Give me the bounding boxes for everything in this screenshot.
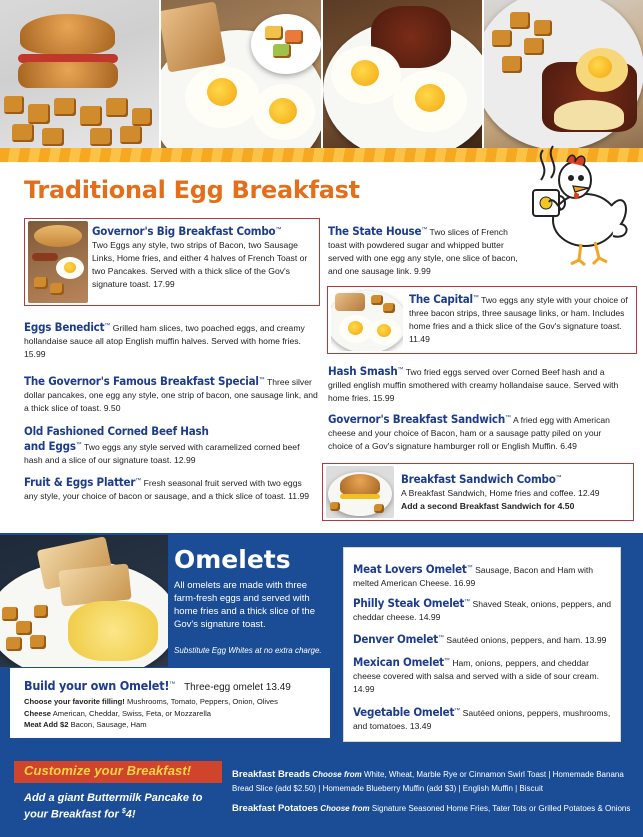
- item-breakfast-sandwich: Governor's Breakfast Sandwich™ A fried egg with American cheese and your choice of Bacon, ham or a sausage patty piled on your choice of a Gov's signature hamburger roll or English Muffin. 6.49: [328, 411, 610, 451]
- breakfast-breads: Breakfast Breads Choose from White, Wheat, Marble Rye or Cinnamon Swirl Toast | Homemade Banana Bread Slice (add $2.50) | Homemade Blueberry Muffin (add $3) | English Muffin | Biscuit: [232, 769, 624, 793]
- item-desc: Two eggs any style with your choice of three bacon strips, three sausage links, or ham. Includes home fries and a thick slice of the Gov's signature toast. 11.49: [409, 294, 628, 344]
- photo-eggs-toast-fruit: [161, 0, 322, 148]
- item-big-breakfast: Governor's Big Breakfast Combo™ Two Eggs any style, two strips of Bacon, two Sausage Links, Home fries, and either 4 halves of French Toast or two Pancakes. Served with a thick slice of the Gov's signature toast. 17.99: [92, 223, 308, 289]
- item-name: Old Fashioned Corned Beef Hash: [24, 424, 209, 438]
- item-state-house: The State House™ Two slices of French toast with powdered sugar and whipped butter served with one egg any style, one slice of bacon, and one sausage link. 9.99: [328, 223, 518, 276]
- item-sandwich-combo: Breakfast Sandwich Combo™ A Breakfast Sandwich, Home fries and coffee. 12.49 Add a second Breakfast Sandwich for 4.50: [401, 471, 600, 511]
- item-hash-smash: Hash Smash™ Two fried eggs served over Corned Beef hash and a grilled english muffin smothered with creamy hollandaise sauce. Served with home fries. 15.99: [328, 363, 619, 403]
- omelet-photo: [0, 535, 168, 667]
- omelet-vegetable: Vegetable Omelet™ Sautéed onions, peppers, mushrooms, and tomatoes. 13.49: [353, 704, 611, 731]
- item-fruit-eggs: Fruit & Eggs Platter™ Fresh seasonal fruit served with two eggs any style, your choice of bacon or sausage, and a thick slice of toast. 11.99: [24, 474, 310, 501]
- byo-options: Choose your favorite filling! Mushrooms, Tomato, Peppers, Onion, Olives Cheese American, Cheddar, Swiss, Feta, or Mozzarella Meat Add $2 Bacon, Sausage, Ham: [24, 697, 278, 729]
- food-photo-strip: [0, 0, 643, 148]
- item-name: Governor's Breakfast Sandwich: [328, 411, 506, 426]
- byo-price: Three-egg omelet 13.49: [184, 682, 291, 693]
- omelets-title: Omelets: [174, 545, 291, 574]
- page-title: Traditional Egg Breakfast: [24, 176, 360, 204]
- capital-photo: [331, 289, 403, 351]
- item-name: Eggs Benedict: [24, 319, 105, 334]
- omelet-mexican: Mexican Omelet™ Ham, onions, peppers, and cheddar cheese covered with salsa and served with a side of sour cream. 14.99: [353, 654, 600, 694]
- item-desc: A Breakfast Sandwich, Home fries and coffee. 12.49: [401, 487, 600, 498]
- item-name: Governor's Big Breakfast Combo: [92, 223, 276, 238]
- item-desc: Two fried eggs served over Corned Beef hash and a grilled english muffin smothered with creamy hollandaise sauce. Served with home fries. 15.99: [328, 366, 619, 403]
- item-name: The Capital: [409, 291, 473, 306]
- item-desc: Two Eggs any style, two strips of Bacon, two Sausage Links, Home fries, and either 4 halves of French Toast or two Pancakes. Served with a thick slice of the Gov's signature toast. 17.99: [92, 239, 308, 289]
- photo-hash-smash: [484, 0, 643, 148]
- big-breakfast-photo: [28, 221, 88, 303]
- byo-header: Build your own Omelet!™ Three-egg omelet 13.49: [24, 678, 291, 693]
- omelet-philly-steak: Philly Steak Omelet™ Shaved Steak, onions, peppers, and cheddar cheese. 14.99: [353, 595, 612, 622]
- item-desc: A fried egg with American cheese and your choice of Bacon, ham or a sausage patty piled on your choice of a Gov's signature hamburger roll or English Muffin. 6.49: [328, 414, 610, 451]
- item-capital: The Capital™ Two eggs any style with your choice of three bacon strips, three sausage links, or ham. Includes home fries and a thick slice of the Gov's signature toast. 11.49: [409, 291, 628, 344]
- item-eggs-benedict: Eggs Benedict™ Grilled ham slices, two poached eggs, and creamy hollandaise sauce all atop English muffin halves. Served with home fries. 15.99: [24, 319, 305, 359]
- item-desc: Grilled ham slices, two poached eggs, and creamy hollandaise sauce all atop English muffin halves. Served with home fries. 15.99: [24, 322, 305, 359]
- byo-name: Build your own Omelet!: [24, 678, 170, 693]
- item-name: The Governor's Famous Breakfast Special: [24, 373, 259, 388]
- item-name: Breakfast Sandwich Combo: [401, 471, 556, 486]
- customize-title: Customize your Breakfast!: [24, 763, 192, 778]
- pancake-offer: Add a giant Buttermilk Pancake to your Breakfast for $4!: [24, 792, 203, 821]
- item-name: The State House: [328, 223, 422, 238]
- sandwich-combo-photo: [326, 466, 394, 518]
- item-name-cont: and Eggs: [24, 438, 76, 453]
- item-desc: Fresh seasonal fruit served with two eggs any style, your choice of bacon or sausage, and a thick slice of toast. 11.99: [24, 477, 310, 501]
- photo-sandwich-homefries: [0, 0, 161, 148]
- omelet-denver: Denver Omelet™ Sautéed onions, peppers, and ham. 13.99: [353, 631, 607, 646]
- omelet-meat-lovers: Meat Lovers Omelet™ Sausage, Bacon and Ham with melted American Cheese. 16.99: [353, 561, 594, 588]
- item-desc: Two slices of French toast with powdered sugar and whipped butter served with one egg any style, one slice of bacon, and one sausage link. 9.99: [328, 226, 518, 276]
- item-name: Hash Smash: [328, 363, 398, 378]
- item-famous-special: The Governor's Famous Breakfast Special™ Three silver dollar pancakes, one egg any style, one strip of bacon, one sausage link, and a thick slice of toast. 9.50: [24, 373, 318, 413]
- omelets-desc: All omelets are made with three farm-fresh eggs and served with home fries and a thick slice of the Gov's signature toast.: [174, 580, 315, 630]
- breakfast-potatoes: Breakfast Potatoes Choose from Signature Seasoned Home Fries, Tater Tots or Grilled Potatoes & Onions: [232, 803, 631, 814]
- omelets-substitute-note: Substitute Egg Whites at no extra charge.: [174, 646, 322, 655]
- photo-eggs-hash: [323, 0, 484, 148]
- build-your-own-box: [10, 668, 330, 738]
- item-desc: Two eggs any style served with caramelized corned beef hash and a slice of our signature toast. 12.99: [24, 441, 300, 465]
- item-corned-beef-hash: Old Fashioned Corned Beef Hash and Eggs™ Two eggs any style served with caramelized corned beef hash and a slice of our signature toast. 12.99: [24, 424, 300, 465]
- omelet-list: [343, 547, 621, 742]
- item-desc: Three silver dollar pancakes, one egg any style, one strip of bacon, one sausage link, and a thick slice of toast. 9.50: [24, 376, 318, 413]
- item-extra: Add a second Breakfast Sandwich for 4.50: [401, 500, 575, 511]
- item-name: Fruit & Eggs Platter: [24, 474, 136, 489]
